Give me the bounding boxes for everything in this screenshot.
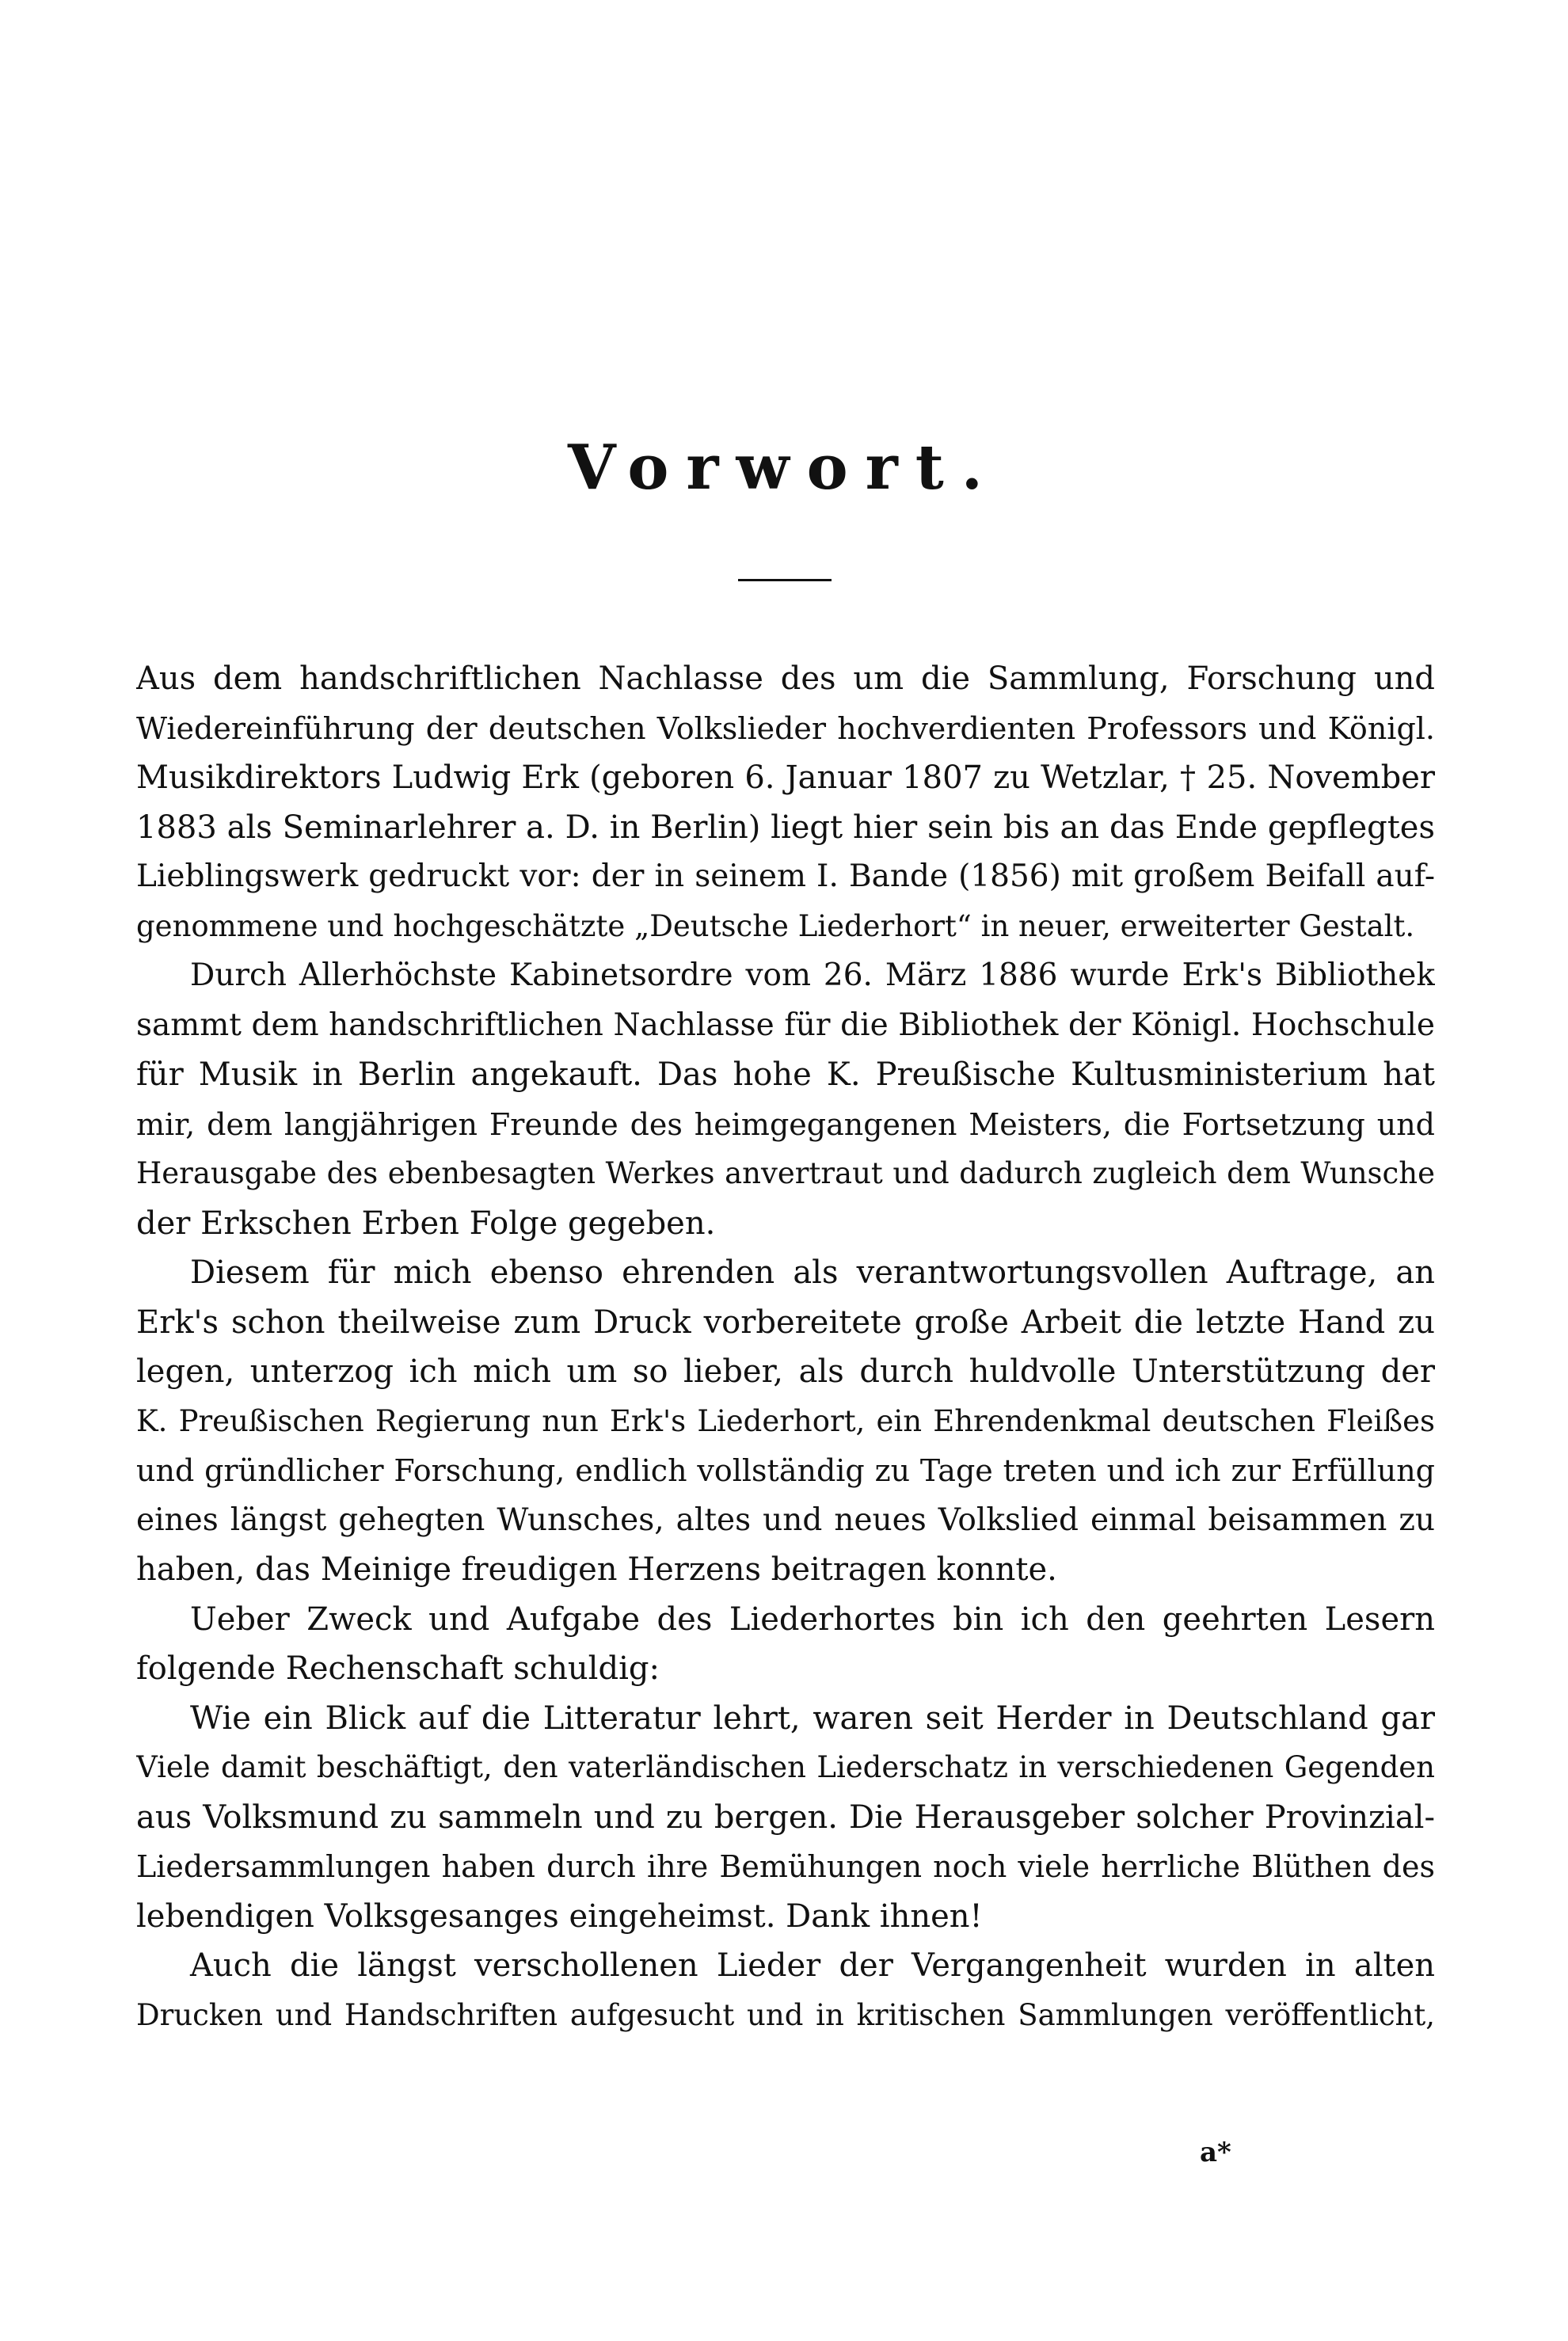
paragraph — [136, 1595, 1435, 1694]
text-line: haben, das Meinige freudigen Herzens beitragen konnte. — [136, 1551, 1057, 1588]
text-line: Lieblingswerk gedruckt vor: der in seinem I. Bande (1856) mit großem Beifall auf- — [136, 858, 1435, 894]
text-line: legen, unterzog ich mich um so lieber, als durch huldvolle Unterstützung der — [136, 1353, 1435, 1390]
page-title: Vorwort. — [568, 432, 1000, 504]
text-line: Erk's schon theilweise zum Druck vorbereitete große Arbeit die letzte Hand zu — [136, 1304, 1435, 1341]
text-line: und gründlicher Forschung, endlich vollständig zu Tage treten und ich zur Erfüllung — [136, 1453, 1435, 1488]
text-line: Auch die längst verschollenen Lieder der Vergangenheit wurden in alten — [190, 1947, 1435, 1984]
text-line: aus Volksmund zu sammeln und zu bergen. Die Herausgeber solcher Provinzial- — [136, 1799, 1435, 1836]
text-line: Durch Allerhöchste Kabinetsordre vom 26. März 1886 wurde Erk's Bibliothek — [190, 957, 1435, 993]
text-line: Herausgabe des ebenbesagten Werkes anvertraut und dadurch zugleich dem Wunsche — [136, 1156, 1435, 1190]
text-line: Liedersammlungen haben durch ihre Bemühungen noch viele herrliche Blüthen des — [136, 1849, 1435, 1884]
paragraph — [136, 1941, 1435, 2040]
text-line: sammt dem handschriftlichen Nachlasse für die Bibliothek der Königl. Hochschule — [136, 1007, 1435, 1043]
text-line: Musikdirektors Ludwig Erk (geboren 6. Januar 1807 zu Wetzlar, † 25. November — [136, 759, 1435, 796]
text-line: mir, dem langjährigen Freunde des heimgegangenen Meisters, die Fortsetzung und — [136, 1106, 1435, 1142]
text-line: der Erkschen Erben Folge gegeben. — [136, 1205, 716, 1242]
text-line: Wiedereinführung der deutschen Volkslieder hochverdienten Professors und Königl. — [136, 710, 1435, 746]
body-text — [136, 654, 1435, 2040]
paragraph — [136, 1248, 1435, 1595]
signature-mark: a* — [1200, 2137, 1231, 2168]
text-line: K. Preußischen Regierung nun Erk's Liederhort, ein Ehrendenkmal deutschen Fleißes — [136, 1403, 1435, 1438]
text-line: für Musik in Berlin angekauft. Das hohe K. Preußische Kultusministerium hat — [136, 1056, 1435, 1093]
paragraph — [136, 1694, 1435, 1942]
text-line: Viele damit beschäftigt, den vaterländischen Liederschatz in verschiedenen Gegenden — [136, 1750, 1435, 1784]
text-line: eines längst gehegten Wunsches, altes und neues Volkslied einmal beisammen zu — [136, 1502, 1435, 1538]
text-line: Aus dem handschriftlichen Nachlasse des um die Sammlung, Forschung und — [136, 660, 1435, 697]
text-line: Ueber Zweck und Aufgabe des Liederhortes bin ich den geehrten Lesern — [190, 1601, 1435, 1638]
text-line: lebendigen Volksgesanges eingeheimst. Dank ihnen! — [136, 1898, 983, 1935]
text-line: Wie ein Blick auf die Litteratur lehrt, waren seit Herder in Deutschland gar — [190, 1700, 1435, 1737]
text-line: genommene und hochgeschätzte „Deutsche Liederhort“ in neuer, erweiterter Gestalt. — [136, 908, 1415, 943]
text-line: 1883 als Seminarlehrer a. D. in Berlin) liegt hier sein bis an das Ende gepflegtes — [136, 809, 1435, 846]
text-line: folgende Rechenschaft schuldig: — [136, 1650, 660, 1687]
title-divider — [738, 579, 832, 581]
paragraph — [136, 654, 1435, 951]
text-line: Diesem für mich ebenso ehrenden als verantwortungsvollen Auftrage, an — [190, 1254, 1435, 1291]
text-line: Drucken und Handschriften aufgesucht und in kritischen Sammlungen veröffentlicht, — [136, 1997, 1435, 2032]
paragraph — [136, 951, 1435, 1248]
